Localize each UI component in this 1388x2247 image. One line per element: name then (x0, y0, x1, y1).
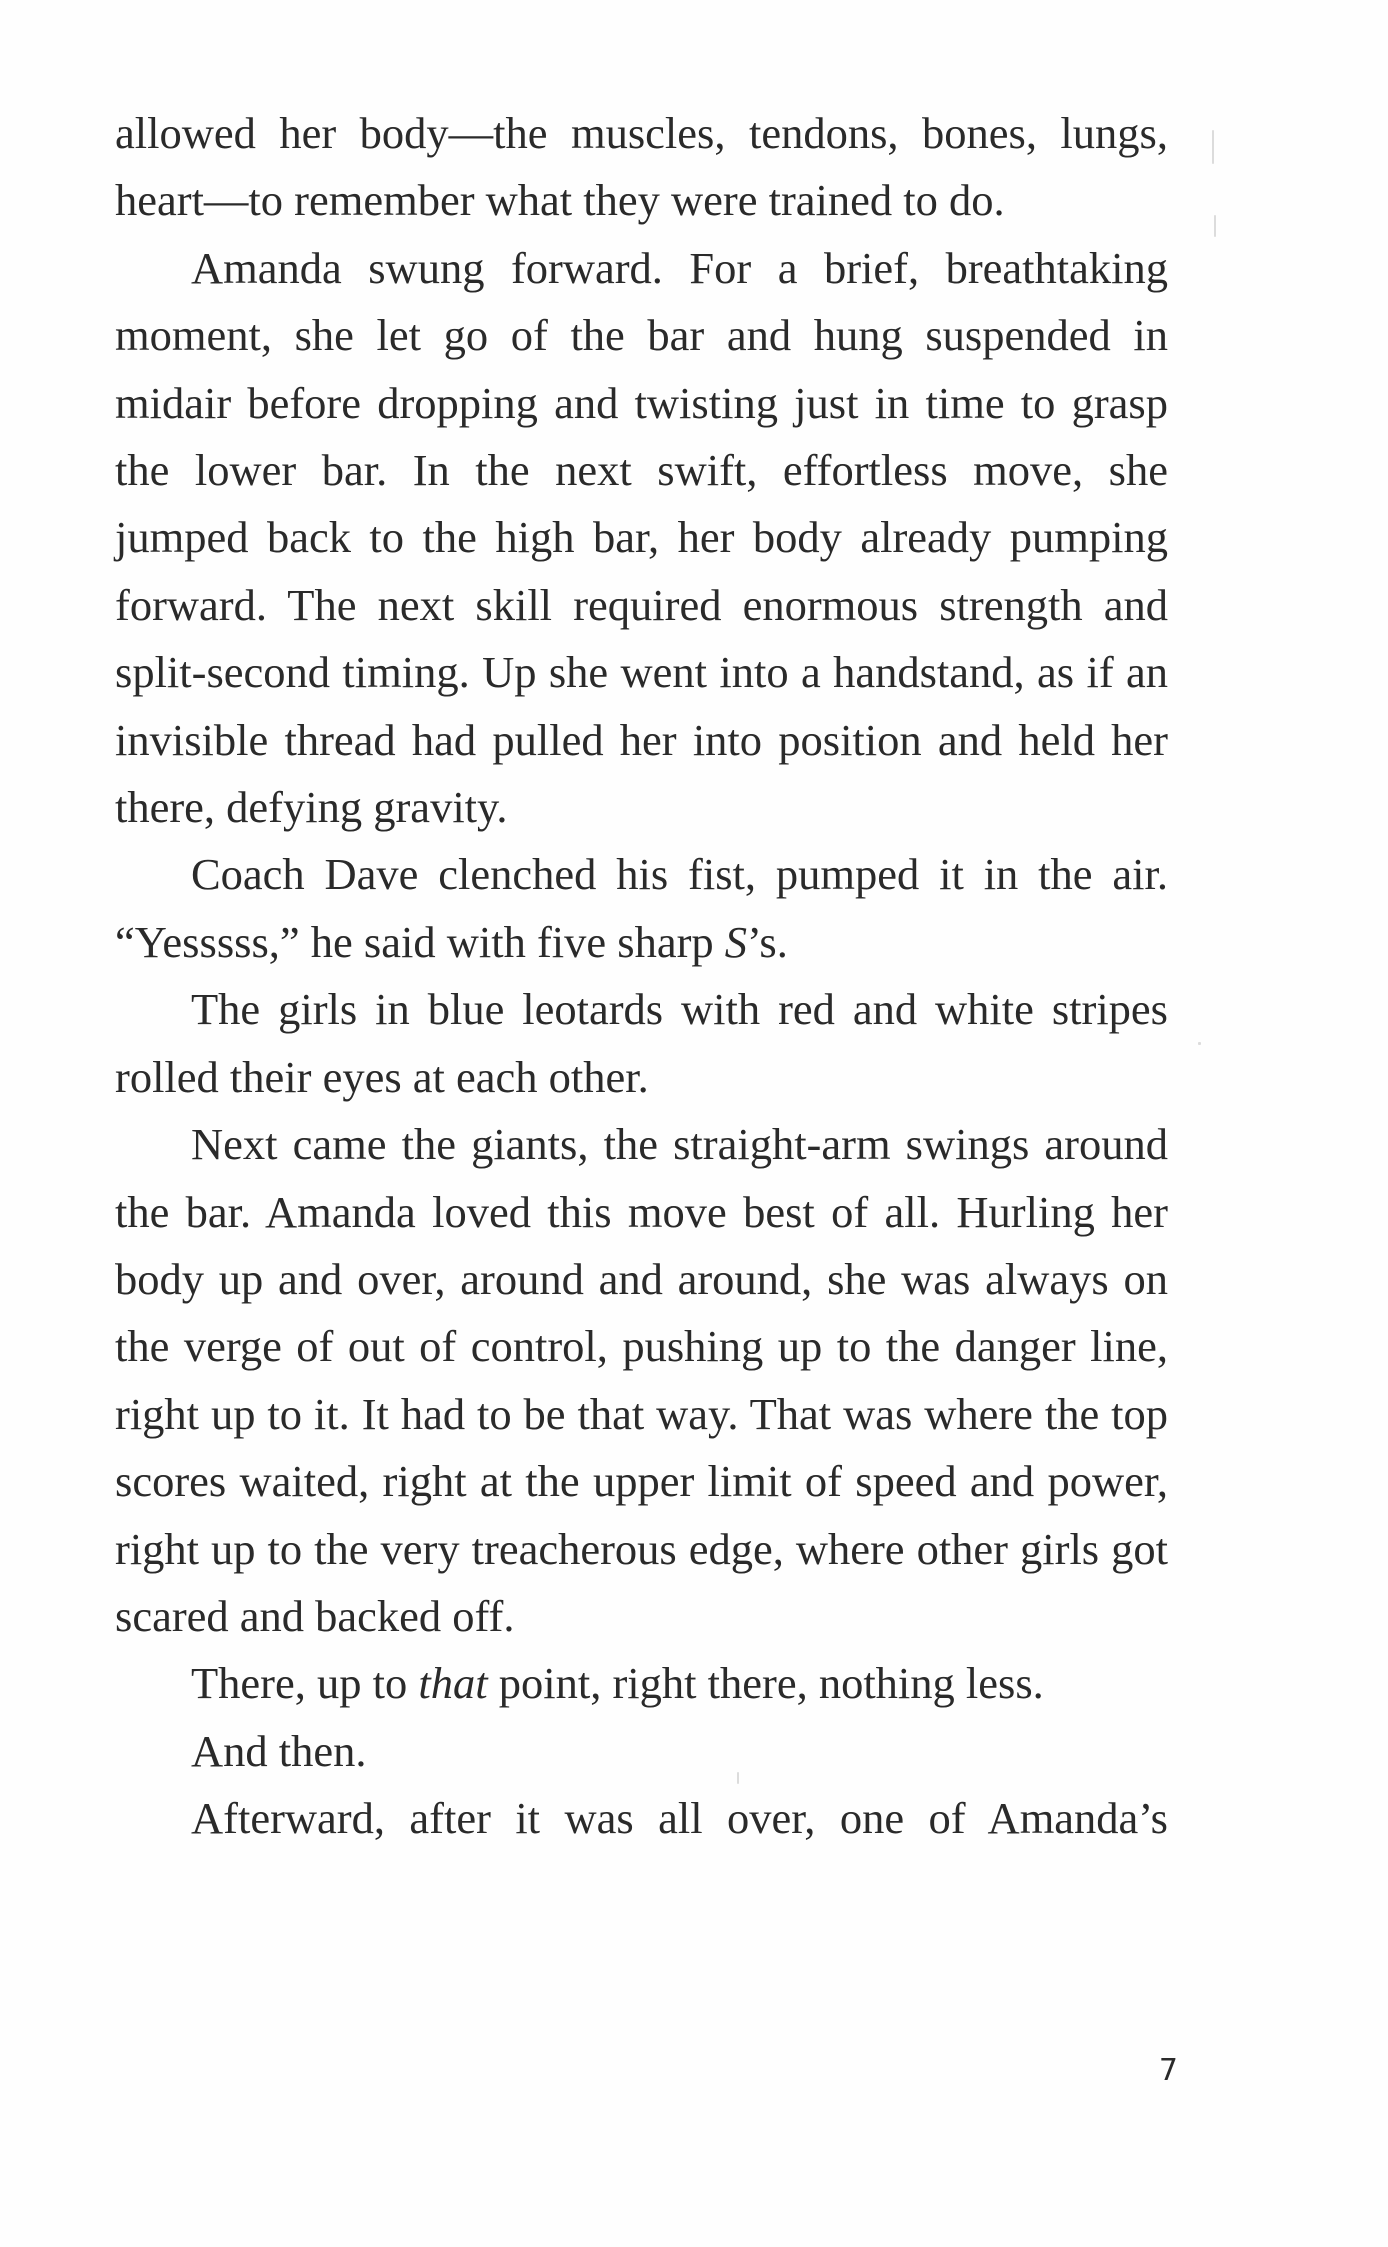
text-run: allowed her body—the muscles, tendons, bones, lungs, heart—to remember what they were trained to do. (115, 108, 1168, 226)
scan-speck (1198, 1042, 1201, 1045)
text-run: Afterward, after it was all over, one of Amanda’s (191, 1793, 1168, 1844)
paragraph (115, 235, 1168, 842)
paragraph (115, 1785, 1168, 1852)
paragraph (115, 1650, 1168, 1717)
scan-speck (1214, 215, 1216, 237)
italic-text: S (724, 916, 748, 967)
body-text (115, 100, 1168, 1853)
text-run: ’s. (747, 916, 788, 967)
text-run: And then. (191, 1725, 367, 1776)
paragraph (115, 1111, 1168, 1650)
text-run: Next came the giants, the straight-arm swings around the bar. Amanda loved this move best of all. Hurling her body up and over, around and around, she was always on the verge of out of control, pushing up to the danger line, right up to it. It had to be that way. That was where the top scores waited, right at the upper limit of speed and power, right up to the very treacherous edge, where other girls got scared and backed off. (115, 1119, 1168, 1641)
text-run: Amanda swung forward. For a brief, breathtaking moment, she let go of the bar and hung suspended in midair before dropping and twisting just in time to grasp the lower bar. In the next swift, effortless move, she jumped back to the high bar, her body already pumping forward. The next skill required enormous strength and split-second timing. Up she went into a handstand, as if an invisible thread had pulled her into position and held her there, defying gravity. (115, 242, 1168, 833)
paragraph (115, 100, 1168, 235)
text-run: The girls in blue leotards with red and white stripes rolled their eyes at each other. (115, 984, 1168, 1102)
text-run: There, up to (191, 1658, 419, 1709)
scan-speck (737, 1772, 739, 1784)
paragraph (115, 976, 1168, 1111)
scan-speck (1212, 130, 1214, 164)
text-run: point, right there, nothing less. (487, 1658, 1044, 1709)
page-number: 7 (1158, 2053, 1178, 2088)
paragraph (115, 841, 1168, 976)
paragraph (115, 1718, 1168, 1785)
italic-text: that (418, 1658, 488, 1709)
text-run: Coach Dave clenched his fist, pumped it in the air. “Yesssss,” he said with five sharp (115, 849, 1168, 967)
